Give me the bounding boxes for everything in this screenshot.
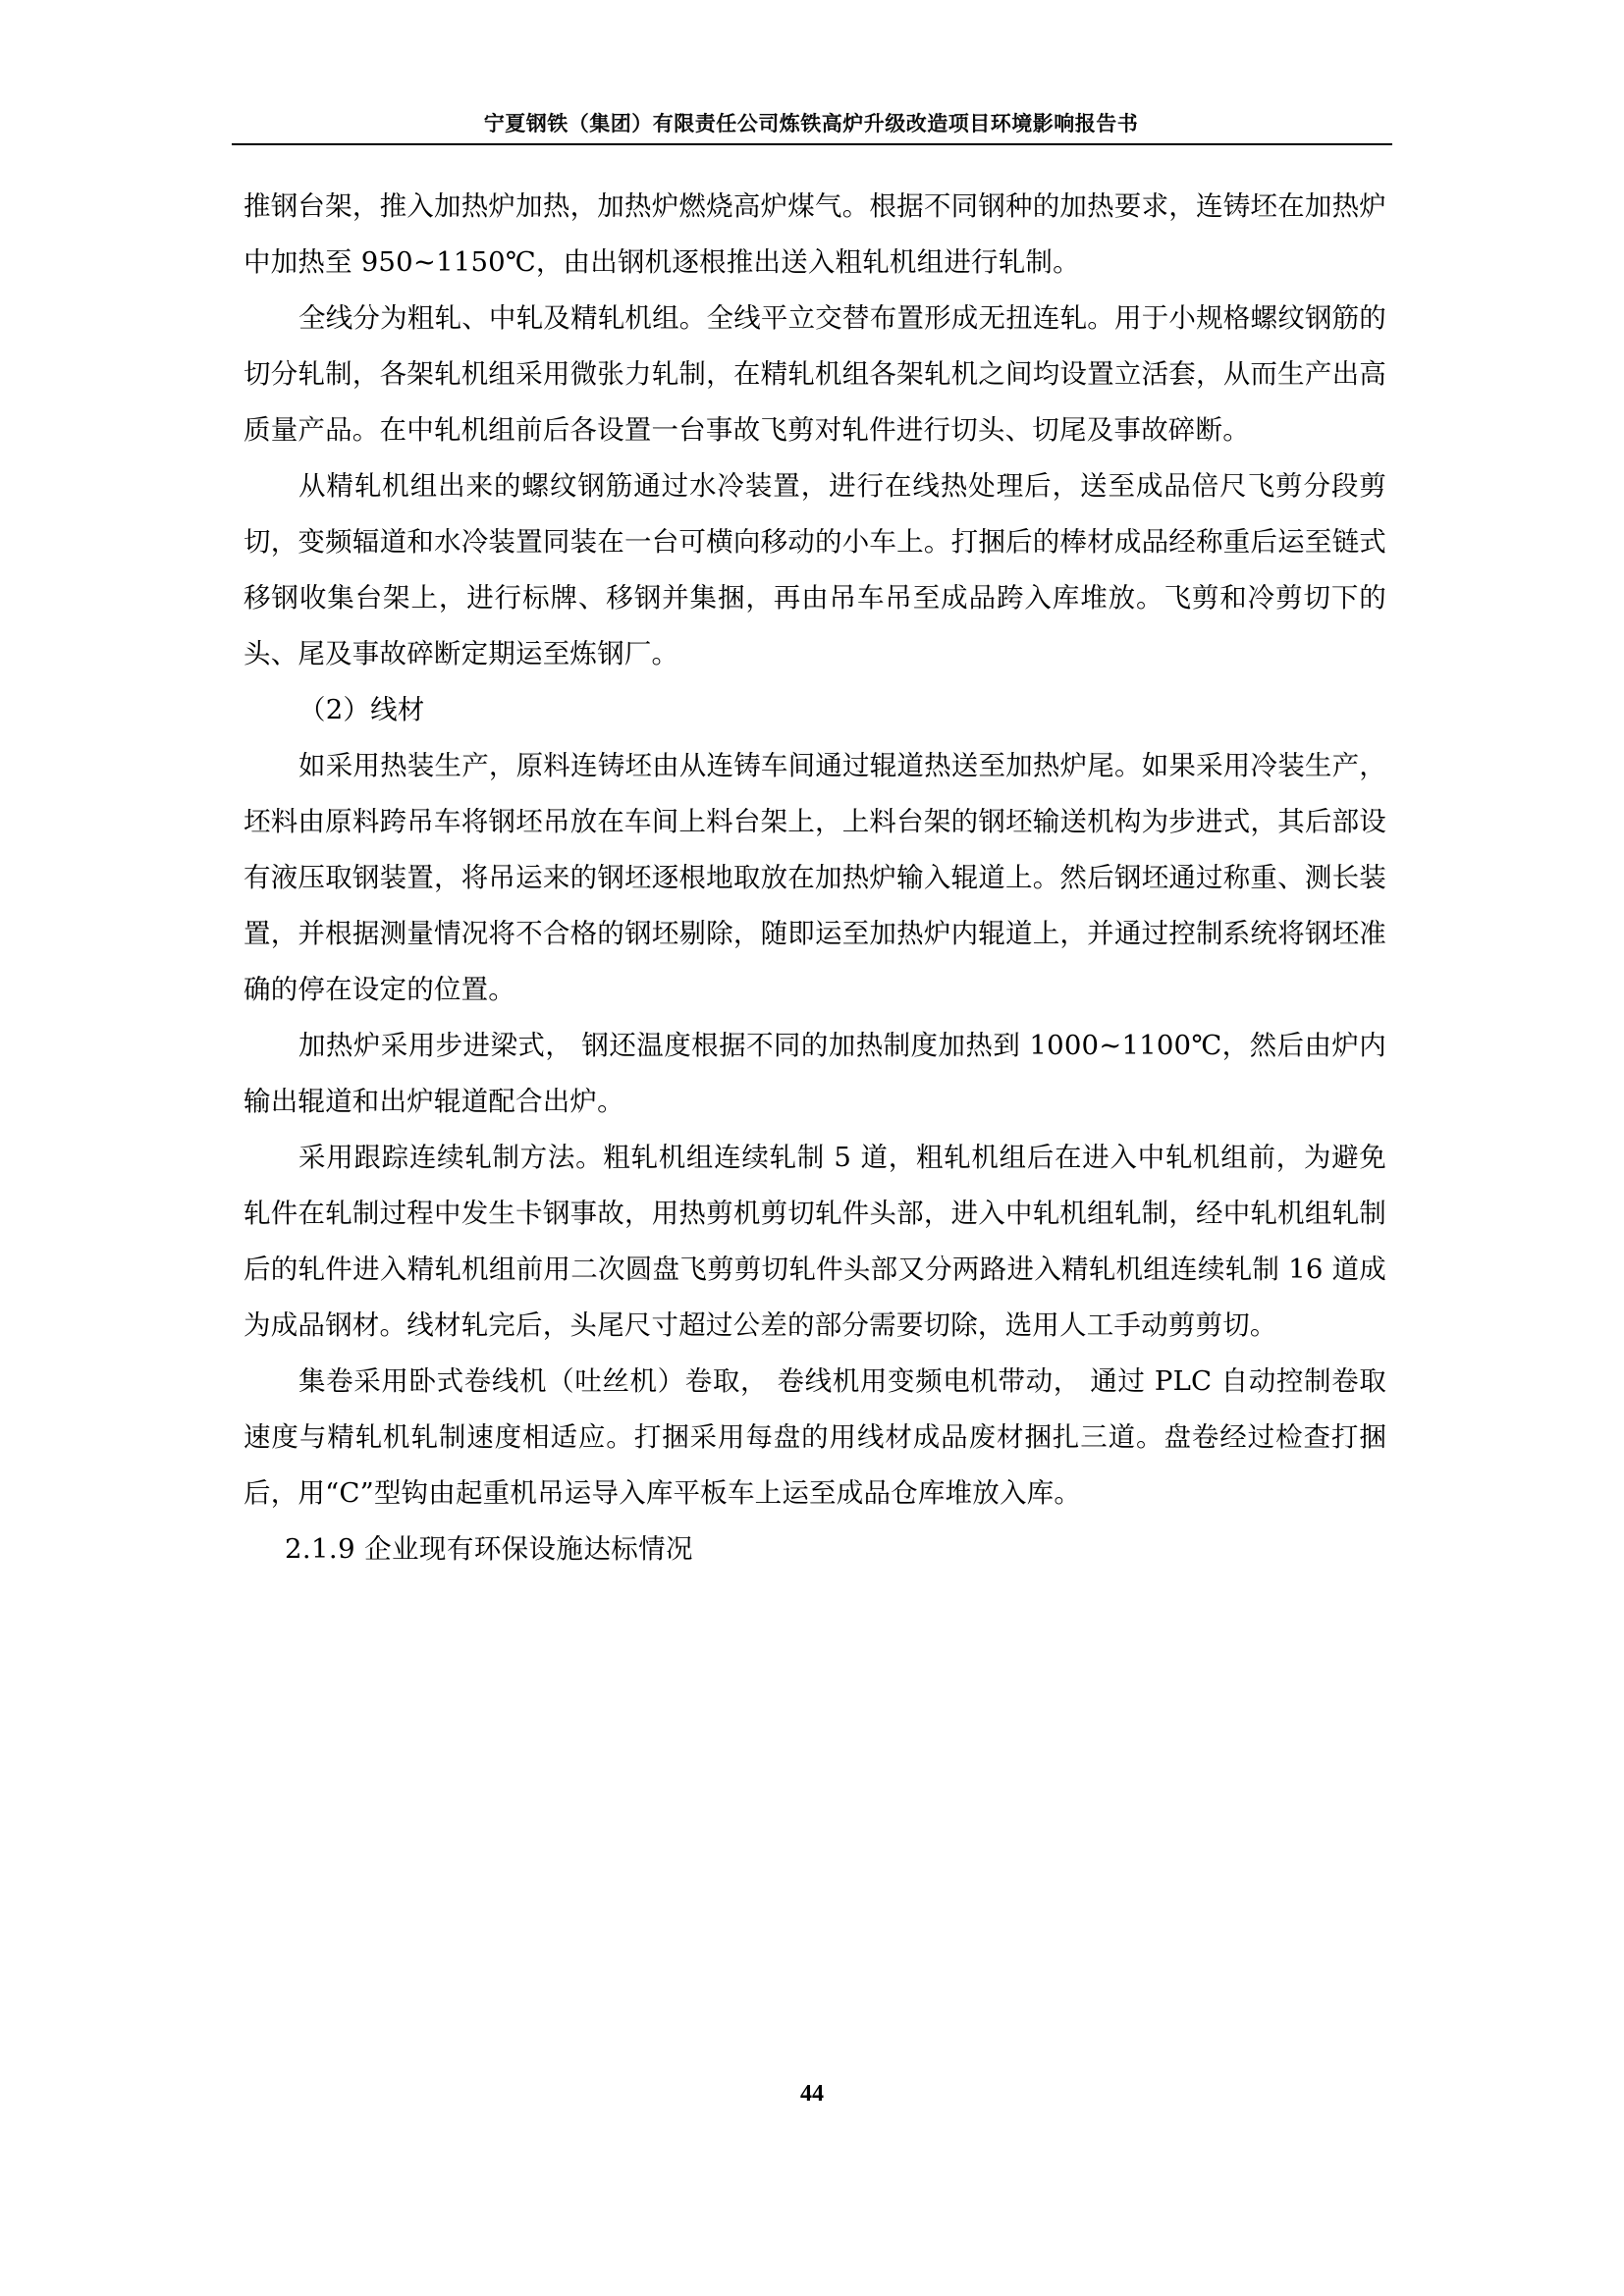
page-header — [232, 108, 1390, 137]
document-body — [244, 179, 1386, 1577]
paragraph-6: 加热炉采用步进梁式， 钢还温度根据不同的加热制度加热到 1000~1100℃，然后由炉内输出辊道和出炉辊道配合出炉。 — [244, 1030, 1386, 1117]
paragraph-1: 推钢台架，推入加热炉加热，加热炉燃烧高炉煤气。根据不同钢种的加热要求，连铸坯在加热炉中加热至 950~1150℃，由出钢机逐根推出送入粗轧机组进行轧制。 — [244, 190, 1386, 278]
paragraph-5: 如采用热装生产，原料连铸坯由从连铸车间通过辊道热送至加热炉尾。如果采用冷装生产，坯料由原料跨吊车将钢坯吊放在车间上料台架上，上料台架的钢坯输送机构为步进式，其后部设有液压取钢装置，将吊运来的钢坯逐根地取放在加热炉输入辊道上。然后钢坯通过称重、测长装置，并根据测量情况将不合格的钢坯剔除，随即运至加热炉内辊道上，并通过控制系统将钢坯准确的停在设定的位置。 — [244, 750, 1386, 1005]
paragraph-7: 采用跟踪连续轧制方法。粗轧机组连续轧制 5 道，粗轧机组后在进入中轧机组前，为避免轧件在轧制过程中发生卡钢事故，用热剪机剪切轧件头部，进入中轧机组轧制，经中轧机组轧制后的轧件进入精轧机组前用二次圆盘飞剪剪切轧件头部又分两路进入精轧机组连续轧制 16 道成为成品钢材。线材轧完后，头尾尺寸超过公差的部分需要切除，选用人工手动剪剪切。 — [244, 1142, 1386, 1341]
header-title: 宁夏钢铁（集团）有限责任公司炼铁高炉升级改造项目环境影响报告书 — [483, 111, 1139, 135]
header-divider — [232, 143, 1392, 145]
paragraph-3: 从精轧机组出来的螺纹钢筋通过水冷装置，进行在线热处理后，送至成品倍尺飞剪分段剪切，变频辐道和水冷装置同装在一台可横向移动的小车上。打捆后的棒材成品经称重后运至链式移钢收集台架上，进行标牌、移钢并集捆，再由吊车吊至成品跨入库堆放。飞剪和冷剪切下的头、尾及事故碎断定期运至炼钢厂。 — [244, 470, 1386, 669]
paragraph-4-list-label: （2）线材 — [298, 694, 425, 725]
page-number: 44 — [800, 2081, 824, 2107]
paragraph-2: 全线分为粗轧、中轧及精轧机组。全线平立交替布置形成无扭连轧。用于小规格螺纹钢筋的切分轧制，各架轧机组采用微张力轧制，在精轧机组各架轧机之间均设置立活套，从而生产出高质量产品。在中轧机组前后各设置一台事故飞剪对轧件进行切头、切尾及事故碎断。 — [244, 302, 1386, 446]
paragraph-8: 集卷采用卧式卷线机（吐丝机）卷取， 卷线机用变频电机带动， 通过 PLC 自动控制卷取速度与精轧机轧制速度相适应。打捆采用每盘的用线材成品废材捆扎三道。盘卷经过检查打捆后，用“C”型钩由起重机吊运导入库平板车上运至成品仓库堆放入库。 — [244, 1365, 1386, 1509]
section-heading: 2.1.9 企业现有环保设施达标情况 — [285, 1533, 693, 1565]
